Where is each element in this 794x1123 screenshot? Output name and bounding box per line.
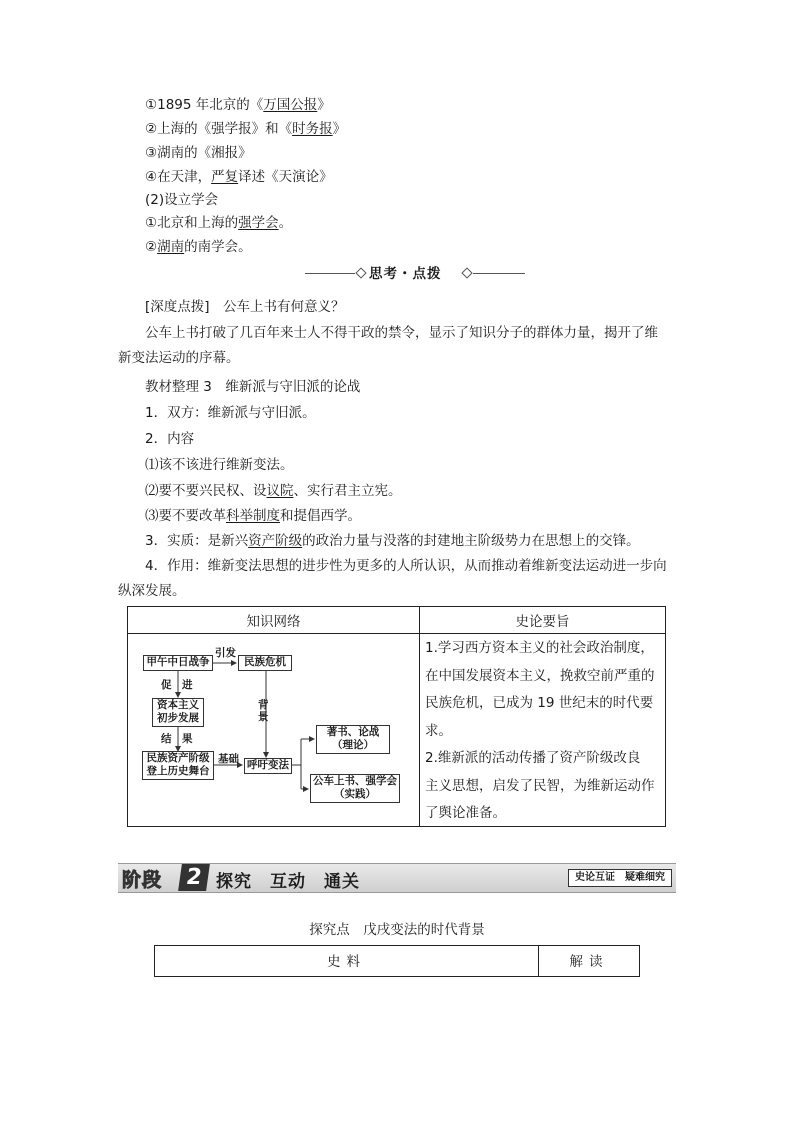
- box-capitalism: 资本主义 初步发展: [152, 698, 204, 727]
- section3-c2: [145, 480, 402, 502]
- society-item-1: [145, 212, 292, 234]
- newspaper-item-2: [145, 118, 346, 140]
- text: 、实行君主立宪。: [293, 483, 402, 499]
- text: ①1895 年北京的《: [145, 97, 264, 113]
- underlined-term: 资产阶级: [248, 533, 303, 549]
- diamond-icon: [355, 267, 366, 278]
- underlined-term: 严复: [211, 169, 239, 185]
- stage-banner: [118, 863, 676, 893]
- underlined-term: 科举制度: [226, 508, 280, 524]
- text: 的南学会。: [184, 239, 252, 255]
- stage-title: 探究 互动 通关: [216, 872, 360, 892]
- box-theory: 著书、论战 （理论）: [316, 725, 390, 754]
- summary-table: [127, 606, 666, 827]
- label-trigger: 引发: [215, 647, 236, 659]
- label-promote: 促 进: [161, 679, 193, 691]
- key-point-line: 1.学习西方资本主义的社会政治制度，: [425, 640, 654, 656]
- diamond-icon: [461, 267, 472, 278]
- newspaper-item-4: [145, 166, 333, 188]
- text: 译述《天演论》: [238, 169, 333, 185]
- text: 的政治力量与没落的封建地主阶级势力在思想上的交锋。: [302, 533, 640, 549]
- box-bourgeoisie: 民族资产阶级 登上历史舞台: [142, 751, 214, 780]
- divider-rule-left: [305, 273, 355, 274]
- key-point-line: 民族危机，已成为 19 世纪末的时代要: [425, 695, 654, 711]
- newspaper-item-3: ③湖南的《湘报》: [145, 145, 252, 161]
- text: 》: [332, 121, 347, 137]
- section3-title: 教材整理 3 维新派与守旧派的论战: [145, 379, 361, 395]
- table-divider: [419, 607, 420, 826]
- text: ⑵要不要兴民权、设: [145, 483, 267, 499]
- section3-p4-line1: 4．作用：维新变法思想的进步性为更多的人所认识，从而推动着维新变法运动进一步向: [145, 558, 667, 574]
- key-point-line: 了舆论准备。: [425, 805, 506, 821]
- section3-c1: ⑴该不该进行维新变法。: [145, 457, 294, 473]
- col-source: 史料: [327, 954, 366, 970]
- think-question: [深度点拨] 公车上书有何意义？: [145, 299, 345, 315]
- source-table: [154, 945, 640, 977]
- box-crisis: 民族危机: [238, 655, 292, 671]
- text: ⑶要不要改革: [145, 508, 226, 524]
- key-point-line: 2.维新派的活动传播了资产阶级改良: [425, 750, 641, 766]
- underlined-term: 时务报: [292, 121, 333, 137]
- divider-rule-right: [473, 273, 525, 274]
- section3-c3: [145, 505, 361, 527]
- stage-number: 2: [178, 864, 210, 891]
- think-answer-line1: 公车上书打破了几百年来士人不得干政的禁令，显示了知识分子的群体力量，揭开了维: [145, 325, 658, 341]
- societies-heading: (2)设立学会: [145, 192, 219, 208]
- text: 》: [317, 97, 331, 113]
- key-points-text: [425, 635, 665, 828]
- text: ②上海的《强学报》和《: [145, 121, 293, 137]
- circle-two-marker: ②: [145, 239, 158, 255]
- think-divider: [305, 262, 525, 284]
- box-reform: 呼吁变法: [244, 758, 292, 774]
- header-knowledge-network: 知识网络: [246, 614, 301, 630]
- text: ④在天津，: [145, 169, 212, 185]
- text: ①北京和上海的: [145, 215, 239, 231]
- label-result: 结 果: [161, 733, 193, 745]
- section3-p4-line2: 纵深发展。: [118, 583, 186, 599]
- explore-heading: 探究点 戊戌变法的时代背景: [309, 922, 485, 938]
- col-explain: 解读: [569, 954, 609, 970]
- section3-p2: 2．内容: [145, 431, 195, 447]
- think-answer-line2: 新变法运动的序幕。: [118, 350, 240, 366]
- text: 和提倡西学。: [280, 508, 361, 524]
- label-basis: 基础: [218, 753, 239, 765]
- underlined-term: 湖南: [157, 239, 185, 255]
- section3-p3: [145, 530, 640, 552]
- newspaper-item-1: [145, 94, 331, 116]
- stage-subtitle: 史论互证 疑难细究: [568, 869, 672, 887]
- key-point-line: 在中国发展资本主义，挽救空前严重的: [425, 667, 655, 684]
- box-practice: 公车上书、强学会 （实践）: [310, 774, 400, 803]
- text: 。: [278, 215, 293, 231]
- key-point-line: 主义思想，启发了民智，为维新运动作: [425, 777, 655, 794]
- underlined-term: 万国公报: [263, 97, 318, 113]
- header-key-points: 史论要旨: [515, 614, 570, 630]
- underlined-term: 强学会: [238, 215, 279, 231]
- underlined-term: 议院: [266, 483, 294, 499]
- text: 3．实质：是新兴: [145, 533, 249, 549]
- key-point-line: 求。: [425, 722, 452, 739]
- label-background: 背 景: [258, 699, 269, 723]
- stage-label: 阶段: [122, 869, 163, 891]
- society-item-2: [145, 236, 252, 258]
- section3-p1: 1．双方：维新派与守旧派。: [145, 405, 316, 421]
- think-divider-label: 思考・点拨: [369, 266, 442, 282]
- box-war: 甲午中日战争: [143, 655, 213, 671]
- knowledge-diagram: [128, 607, 419, 828]
